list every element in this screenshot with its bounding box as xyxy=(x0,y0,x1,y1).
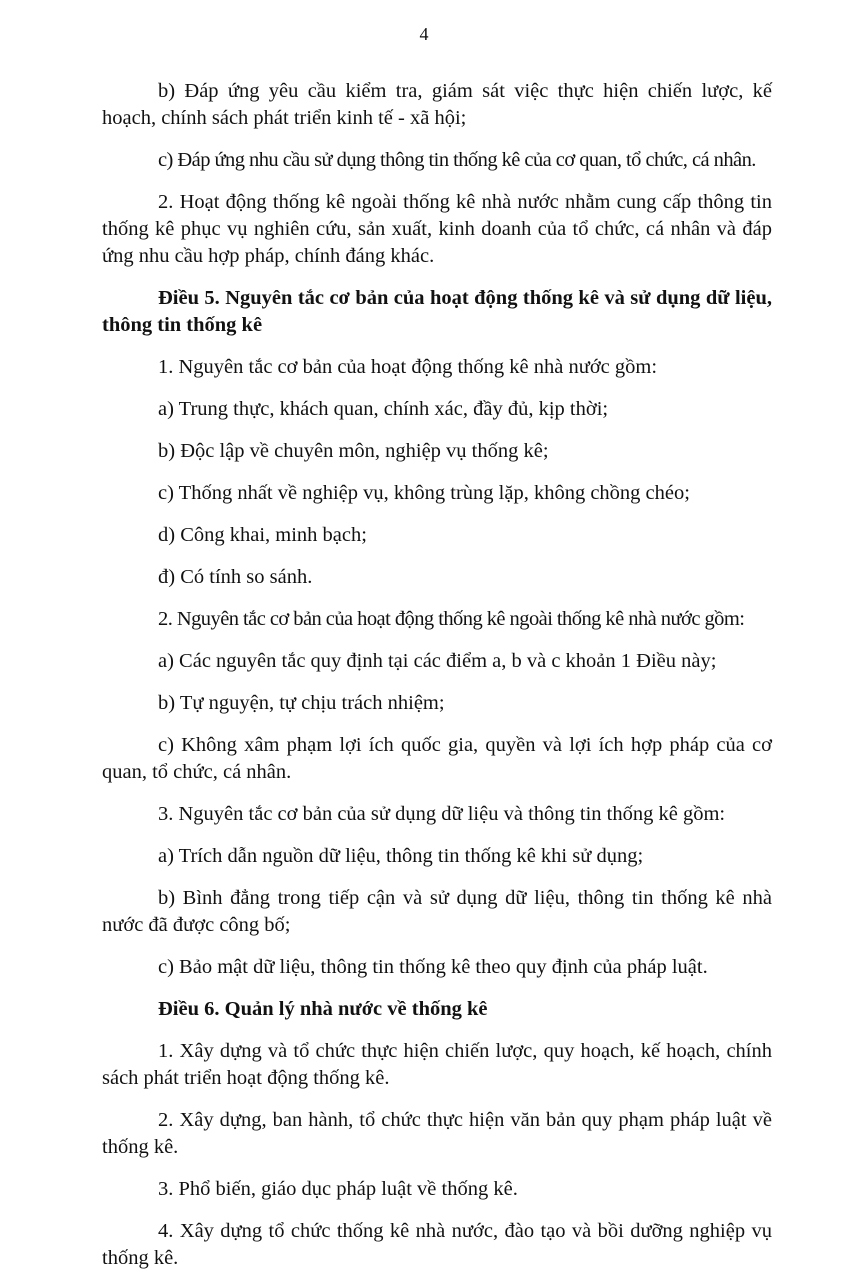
paragraph-5-2-b: b) Tự nguyện, tự chịu trách nhiệm; xyxy=(158,692,445,714)
article-6-heading: Điều 6. Quản lý nhà nước về thống kê xyxy=(158,998,488,1020)
article-5-heading: Điều 5. Nguyên tắc cơ bản của hoạt động thống kê và sử dụng dữ liệu, thông tin thống kê xyxy=(102,287,772,336)
paragraph-5-1-a: a) Trung thực, khách quan, chính xác, đầy đủ, kịp thời; xyxy=(158,398,609,420)
paragraph-5-khoan-3: 3. Nguyên tắc cơ bản của sử dụng dữ liệu và thông tin thống kê gồm: xyxy=(158,803,726,825)
paragraph-5-1-d: d) Công khai, minh bạch; xyxy=(158,524,367,546)
paragraph-6-khoan-4: 4. Xây dựng tổ chức thống kê nhà nước, đào tạo và bồi dưỡng nghiệp vụ thống kê. xyxy=(102,1220,772,1269)
paragraph-5-3-a: a) Trích dẫn nguồn dữ liệu, thông tin thống kê khi sử dụng; xyxy=(158,845,644,867)
paragraph-muc-c-nhu-cau: c) Đáp ứng nhu cầu sử dụng thông tin thống kê của cơ quan, tổ chức, cá nhân. xyxy=(158,149,756,171)
paragraph-6-khoan-3: 3. Phổ biến, giáo dục pháp luật về thống kê. xyxy=(158,1178,518,1200)
paragraph-5-khoan-2: 2. Nguyên tắc cơ bản của hoạt động thống kê ngoài thống kê nhà nước gồm: xyxy=(158,608,745,630)
paragraph-5-2-a: a) Các nguyên tắc quy định tại các điểm a, b và c khoản 1 Điều này; xyxy=(158,650,717,672)
paragraph-6-khoan-1: 1. Xây dựng và tổ chức thực hiện chiến lược, quy hoạch, kế hoạch, chính sách phát triển hoạt động thống kê. xyxy=(102,1040,772,1089)
paragraph-5-3-b: b) Bình đẳng trong tiếp cận và sử dụng dữ liệu, thông tin thống kê nhà nước đã được công bố; xyxy=(102,887,772,936)
document-body xyxy=(102,78,772,1287)
paragraph-5-3-c: c) Bảo mật dữ liệu, thông tin thống kê theo quy định của pháp luật. xyxy=(158,956,708,978)
paragraph-5-2-c: c) Không xâm phạm lợi ích quốc gia, quyền và lợi ích hợp pháp của cơ quan, tổ chức, cá nhân. xyxy=(102,734,772,783)
paragraph-muc-b-kiem-tra: b) Đáp ứng yêu cầu kiểm tra, giám sát việc thực hiện chiến lược, kế hoạch, chính sách phát triển kinh tế - xã hội; xyxy=(102,80,772,129)
paragraph-khoan-2-ngoai-nha-nuoc: 2. Hoạt động thống kê ngoài thống kê nhà nước nhằm cung cấp thông tin thống kê phục vụ nghiên cứu, sản xuất, kinh doanh của tổ chức, cá nhân và đáp ứng nhu cầu hợp pháp, chính đáng khác. xyxy=(102,191,772,267)
page-number: 4 xyxy=(419,24,429,44)
paragraph-5-1-b: b) Độc lập về chuyên môn, nghiệp vụ thống kê; xyxy=(158,440,549,462)
paragraph-5-1-c: c) Thống nhất về nghiệp vụ, không trùng lặp, không chồng chéo; xyxy=(158,482,690,504)
paragraph-5-1-dd: đ) Có tính so sánh. xyxy=(158,566,313,588)
paragraph-5-khoan-1: 1. Nguyên tắc cơ bản của hoạt động thống kê nhà nước gồm: xyxy=(158,356,658,378)
paragraph-6-khoan-2: 2. Xây dựng, ban hành, tổ chức thực hiện văn bản quy phạm pháp luật về thống kê. xyxy=(102,1109,772,1158)
